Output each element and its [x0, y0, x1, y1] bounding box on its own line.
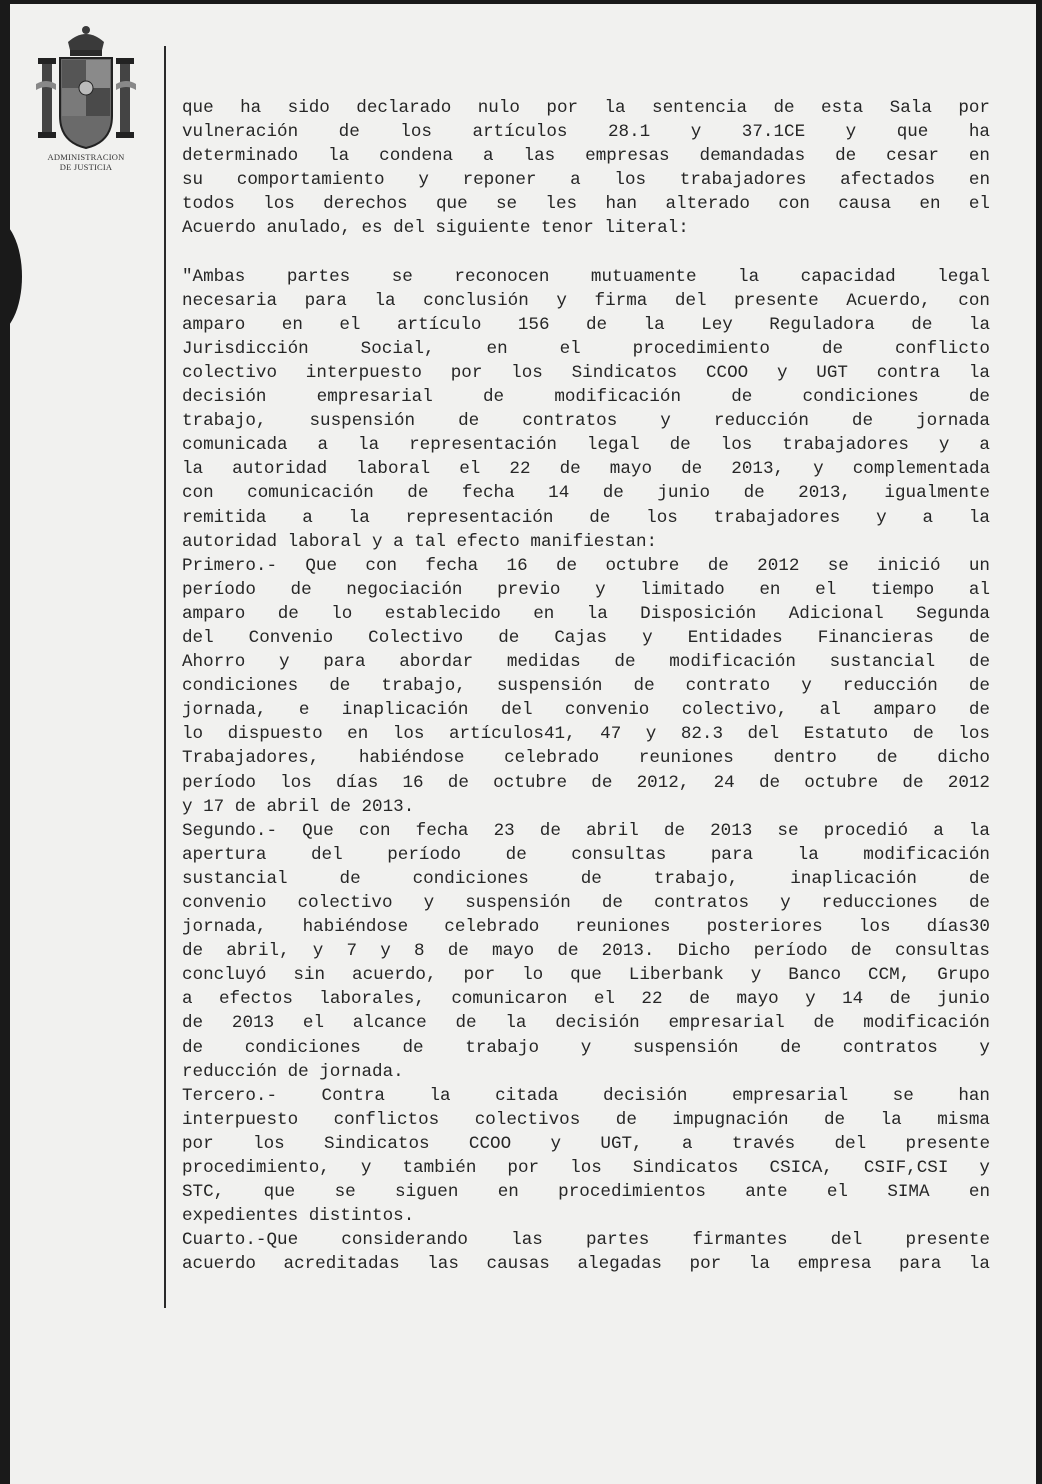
text-line: de abril, y 7 y 8 de mayo de 2013. Dicho período de consultas [182, 941, 990, 962]
text-line: sustancial de condiciones de trabajo, inaplicación de [182, 868, 990, 889]
text-line: convenio colectivo y suspensión de contratos y reducciones de [182, 893, 990, 913]
crest-caption [24, 152, 148, 172]
document-body [182, 96, 990, 1277]
text-line: acuerdo acreditadas las causas alegadas por la empresa para la [182, 1254, 990, 1275]
text-line: remitida a la representación de los trabajadores y a la [182, 507, 990, 528]
scan-shadow [10, 219, 22, 334]
text-line: procedimiento, y también por los Sindicatos CSICA, CSIF,CSI y [182, 1158, 990, 1179]
text-line: Tercero.- Contra la citada decisión empresarial se han [182, 1085, 990, 1106]
text-line: interpuesto conflictos colectivos de impugnación de la misma [182, 1109, 990, 1130]
text-line: a efectos laborales, comunicaron el 22 de mayo y 14 de junio [182, 989, 990, 1010]
text-line: determinado la condena a las empresas demandadas de cesar en [182, 146, 990, 167]
intro-paragraph [182, 96, 990, 241]
text-line: STC, que se siguen en procedimientos ante el SIMA en [182, 1182, 990, 1203]
text-line: amparo en el artículo 156 de la Ley Reguladora de la [182, 314, 990, 335]
text-line: que ha sido declarado nulo por la sentencia de esta Sala por [182, 98, 990, 118]
text-line: expedientes distintos. [182, 1206, 415, 1227]
text-line: condiciones de trabajo, suspensión de contrato y reducción de [182, 676, 990, 697]
margin-rule [164, 46, 166, 1308]
text-line: de 2013 el alcance de la decisión empresarial de modificación [182, 1013, 990, 1034]
text-line: concluyó sin acuerdo, por lo que Liberbank y Banco CCM, Grupo [182, 965, 990, 986]
text-line: y 17 de abril de 2013. [182, 796, 415, 817]
quoted-agreement [182, 265, 990, 1277]
document-page [10, 4, 1036, 1484]
text-line: colectivo interpuesto por los Sindicatos CCOO y UGT contra la [182, 362, 990, 383]
text-line: necesaria para la conclusión y firma del presente Acuerdo, con [182, 290, 990, 311]
crest-caption-line1: ADMINISTRACION [47, 152, 125, 162]
text-line: su comportamiento y reponer a los trabajadores afectados en [182, 170, 990, 191]
text-line: lo dispuesto en los artículos41, 47 y 82.3 del Estatuto de los [182, 724, 990, 745]
text-line: Trabajadores, habiéndose celebrado reuniones dentro de dicho [182, 748, 990, 769]
text-line: jornada, e inaplicación del convenio colectivo, al amparo de [182, 700, 990, 721]
text-line: Ahorro y para abordar medidas de modificación sustancial de [182, 652, 990, 673]
text-line: decisión empresarial de modificación de condiciones de [182, 387, 990, 408]
text-line: Acuerdo anulado, es del siguiente tenor literal: [182, 218, 689, 239]
text-line: autoridad laboral y a tal efecto manifiestan: [182, 531, 658, 552]
text-line: comunicada a la representación legal de los trabajadores y a [182, 435, 990, 456]
text-line: jornada, habiéndose celebrado reuniones posteriores los días30 [182, 917, 990, 938]
text-line: período los días 16 de octubre de 2012, 24 de octubre de 2012 [182, 772, 990, 793]
text-line: trabajo, suspensión de contratos y reducción de jornada [182, 411, 990, 432]
text-line: apertura del período de consultas para la modificación [182, 844, 990, 865]
text-line: "Ambas partes se reconocen mutuamente la capacidad legal [182, 266, 990, 287]
text-line: Segundo.- Que con fecha 23 de abril de 2013 se procedió a la [182, 820, 990, 841]
text-line: reducción de jornada. [182, 1061, 404, 1082]
text-line: período de negociación previo y limitado en el tiempo al [182, 579, 990, 600]
text-line: del Convenio Colectivo de Cajas y Entidades Financieras de [182, 627, 990, 648]
text-line: amparo de lo establecido en la Disposición Adicional Segunda [182, 603, 990, 624]
text-line: por los Sindicatos CCOO y UGT, a través del presente [182, 1133, 990, 1154]
text-line: Jurisdicción Social, en el procedimiento de conflicto [182, 338, 990, 359]
text-line: de condiciones de trabajo y suspensión de contratos y [182, 1037, 990, 1058]
crest-caption-line2: DE JUSTICIA [59, 162, 113, 172]
text-line: la autoridad laboral el 22 de mayo de 2013, y complementada [182, 459, 990, 480]
text-line: todos los derechos que se les han alterado con causa en el [182, 194, 990, 215]
text-line: vulneración de los artículos 28.1 y 37.1CE y que ha [182, 122, 990, 143]
text-line: Cuarto.-Que considerando las partes firmantes del presente [182, 1230, 990, 1251]
text-line: con comunicación de fecha 14 de junio de 2013, igualmente [182, 483, 990, 504]
text-line: Primero.- Que con fecha 16 de octubre de 2012 se inició un [182, 555, 990, 576]
